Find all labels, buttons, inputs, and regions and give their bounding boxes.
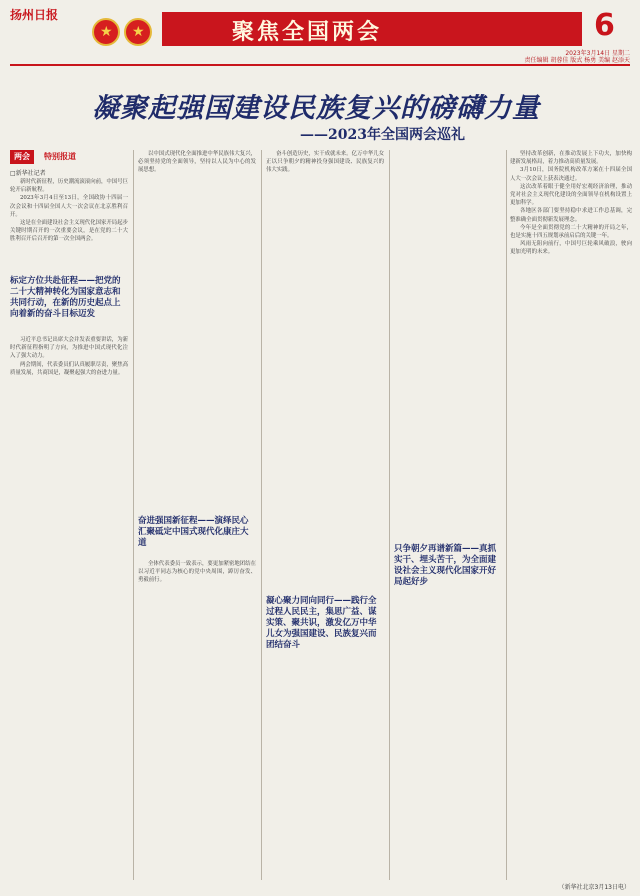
article-column-3a xyxy=(266,150,384,590)
article-column-6 xyxy=(510,150,632,870)
article-paragraph: 各地区各部门要坚持稳中求进工作总基调，完整准确全面贯彻新发展理念。 xyxy=(510,208,632,223)
article-subhead: 标定方位共赴征程——把党的二十大精神转化为国家意志和共同行动，在新的历史起点上向着新的奋斗目标迈发 xyxy=(10,276,121,319)
column-divider xyxy=(389,150,390,880)
article-paragraph: 全体代表委员一致表示，要更加紧密地团结在以习近平同志为核心的党中央周围，踔厉奋发、勇毅前行。 xyxy=(138,561,256,584)
article-paragraph: 以中国式现代化全面推进中华民族伟大复兴，必须坚持党的全面领导，坚持以人民为中心的发展思想。 xyxy=(138,151,256,174)
article-column-1b xyxy=(10,336,128,876)
article-column-2b xyxy=(138,560,256,876)
article-column-1a xyxy=(10,178,128,268)
page-number: 6 xyxy=(594,8,615,43)
article-subhead: 凝心聚力同向同行——践行全过程人民民主，集思广益、谋实策、聚共识，激发亿万中华儿女为强国建设、民族复兴而团结奋斗 xyxy=(266,596,377,650)
page-headline: 凝聚起强国建设民族复兴的磅礴力量 xyxy=(92,93,540,124)
paper-name: 扬州日报 xyxy=(10,8,59,22)
section-banner xyxy=(162,12,582,46)
article-paragraph: 今年是全面贯彻党的二十大精神的开局之年，也是实施十四五规划承前启后的关键一年。 xyxy=(510,224,632,240)
section-tag: 两会 xyxy=(10,150,34,164)
article-paragraph: 这是在全面建设社会主义现代化国家开局起步关键时期召开的一次重要会议，是在党的二十大胜利召开后召开的第一次全国两会。 xyxy=(10,220,128,243)
article-subhead: 奋进强国新征程——演绎民心汇聚砥定中国式现代化康庄大道 xyxy=(138,516,249,548)
column-divider xyxy=(506,150,507,880)
article-paragraph: 坚持改革创新，在推动发展上下功夫，加快构建新发展格局，着力推动高质量发展。 xyxy=(510,151,632,166)
article-paragraph: 2023年3月4日至13日，全国政协十四届一次会议和十四届全国人大一次会议在北京胜利召开。 xyxy=(10,195,128,218)
column-divider xyxy=(261,150,262,880)
article-column-2a xyxy=(138,150,256,510)
cppcc-emblem-icon: ★ xyxy=(124,18,152,46)
byline: □新华社记者 xyxy=(10,170,46,177)
article-paragraph: 风雨无阻向前行，中国号巨轮乘风破浪，驶向更加光明的未来。 xyxy=(510,241,632,256)
national-emblem-icon: ★ xyxy=(92,18,120,46)
masthead xyxy=(0,0,640,62)
article-paragraph: 3月10日，国务院机构改革方案在十四届全国人大一次会议上获表决通过。 xyxy=(510,167,632,182)
article-paragraph: 这次改革着眼于健全用好宏观经济治理，推动党对社会主义现代化建设的全面领导在机构设置上更加科学。 xyxy=(510,183,632,207)
editors-line: 责任编辑 胡蓉佳 版式 杨勇 美编 赵添天 xyxy=(524,57,630,64)
header-divider xyxy=(10,64,630,66)
article-paragraph: 新时代新征程，历史潮流滚滚向前，中国号巨轮开启新航程。 xyxy=(10,179,128,194)
article-subhead: 只争朝夕再谱新篇——真抓实干、埋头苦干，为全面建设社会主义现代化国家开好局起好步 xyxy=(394,544,497,587)
section-title: 聚焦全国两会 xyxy=(232,20,383,45)
section-label: 特别报道 xyxy=(44,152,76,161)
column-divider xyxy=(133,150,134,880)
article-paragraph: 奋斗创造历史，实干成就未来。亿万中华儿女正以只争朝夕的精神投身强国建设、民族复兴的伟大实践。 xyxy=(266,151,384,174)
article-end-note: （新华社北京3月13日电） xyxy=(558,884,630,891)
article-paragraph: 两会期间，代表委员们认真履职尽责，聚焦高质量发展，共商国是，凝聚起强大的奋进力量。 xyxy=(10,361,128,376)
date-line: 2023年3月14日 星期二 xyxy=(565,50,630,57)
article-paragraph: 习近平总书记出席大会并发表重要讲话，为新时代新征程指明了方向，为推进中国式现代化注入了强大动力。 xyxy=(10,337,128,360)
page-subheadline: ——2023年全国两会巡礼 xyxy=(300,127,465,143)
